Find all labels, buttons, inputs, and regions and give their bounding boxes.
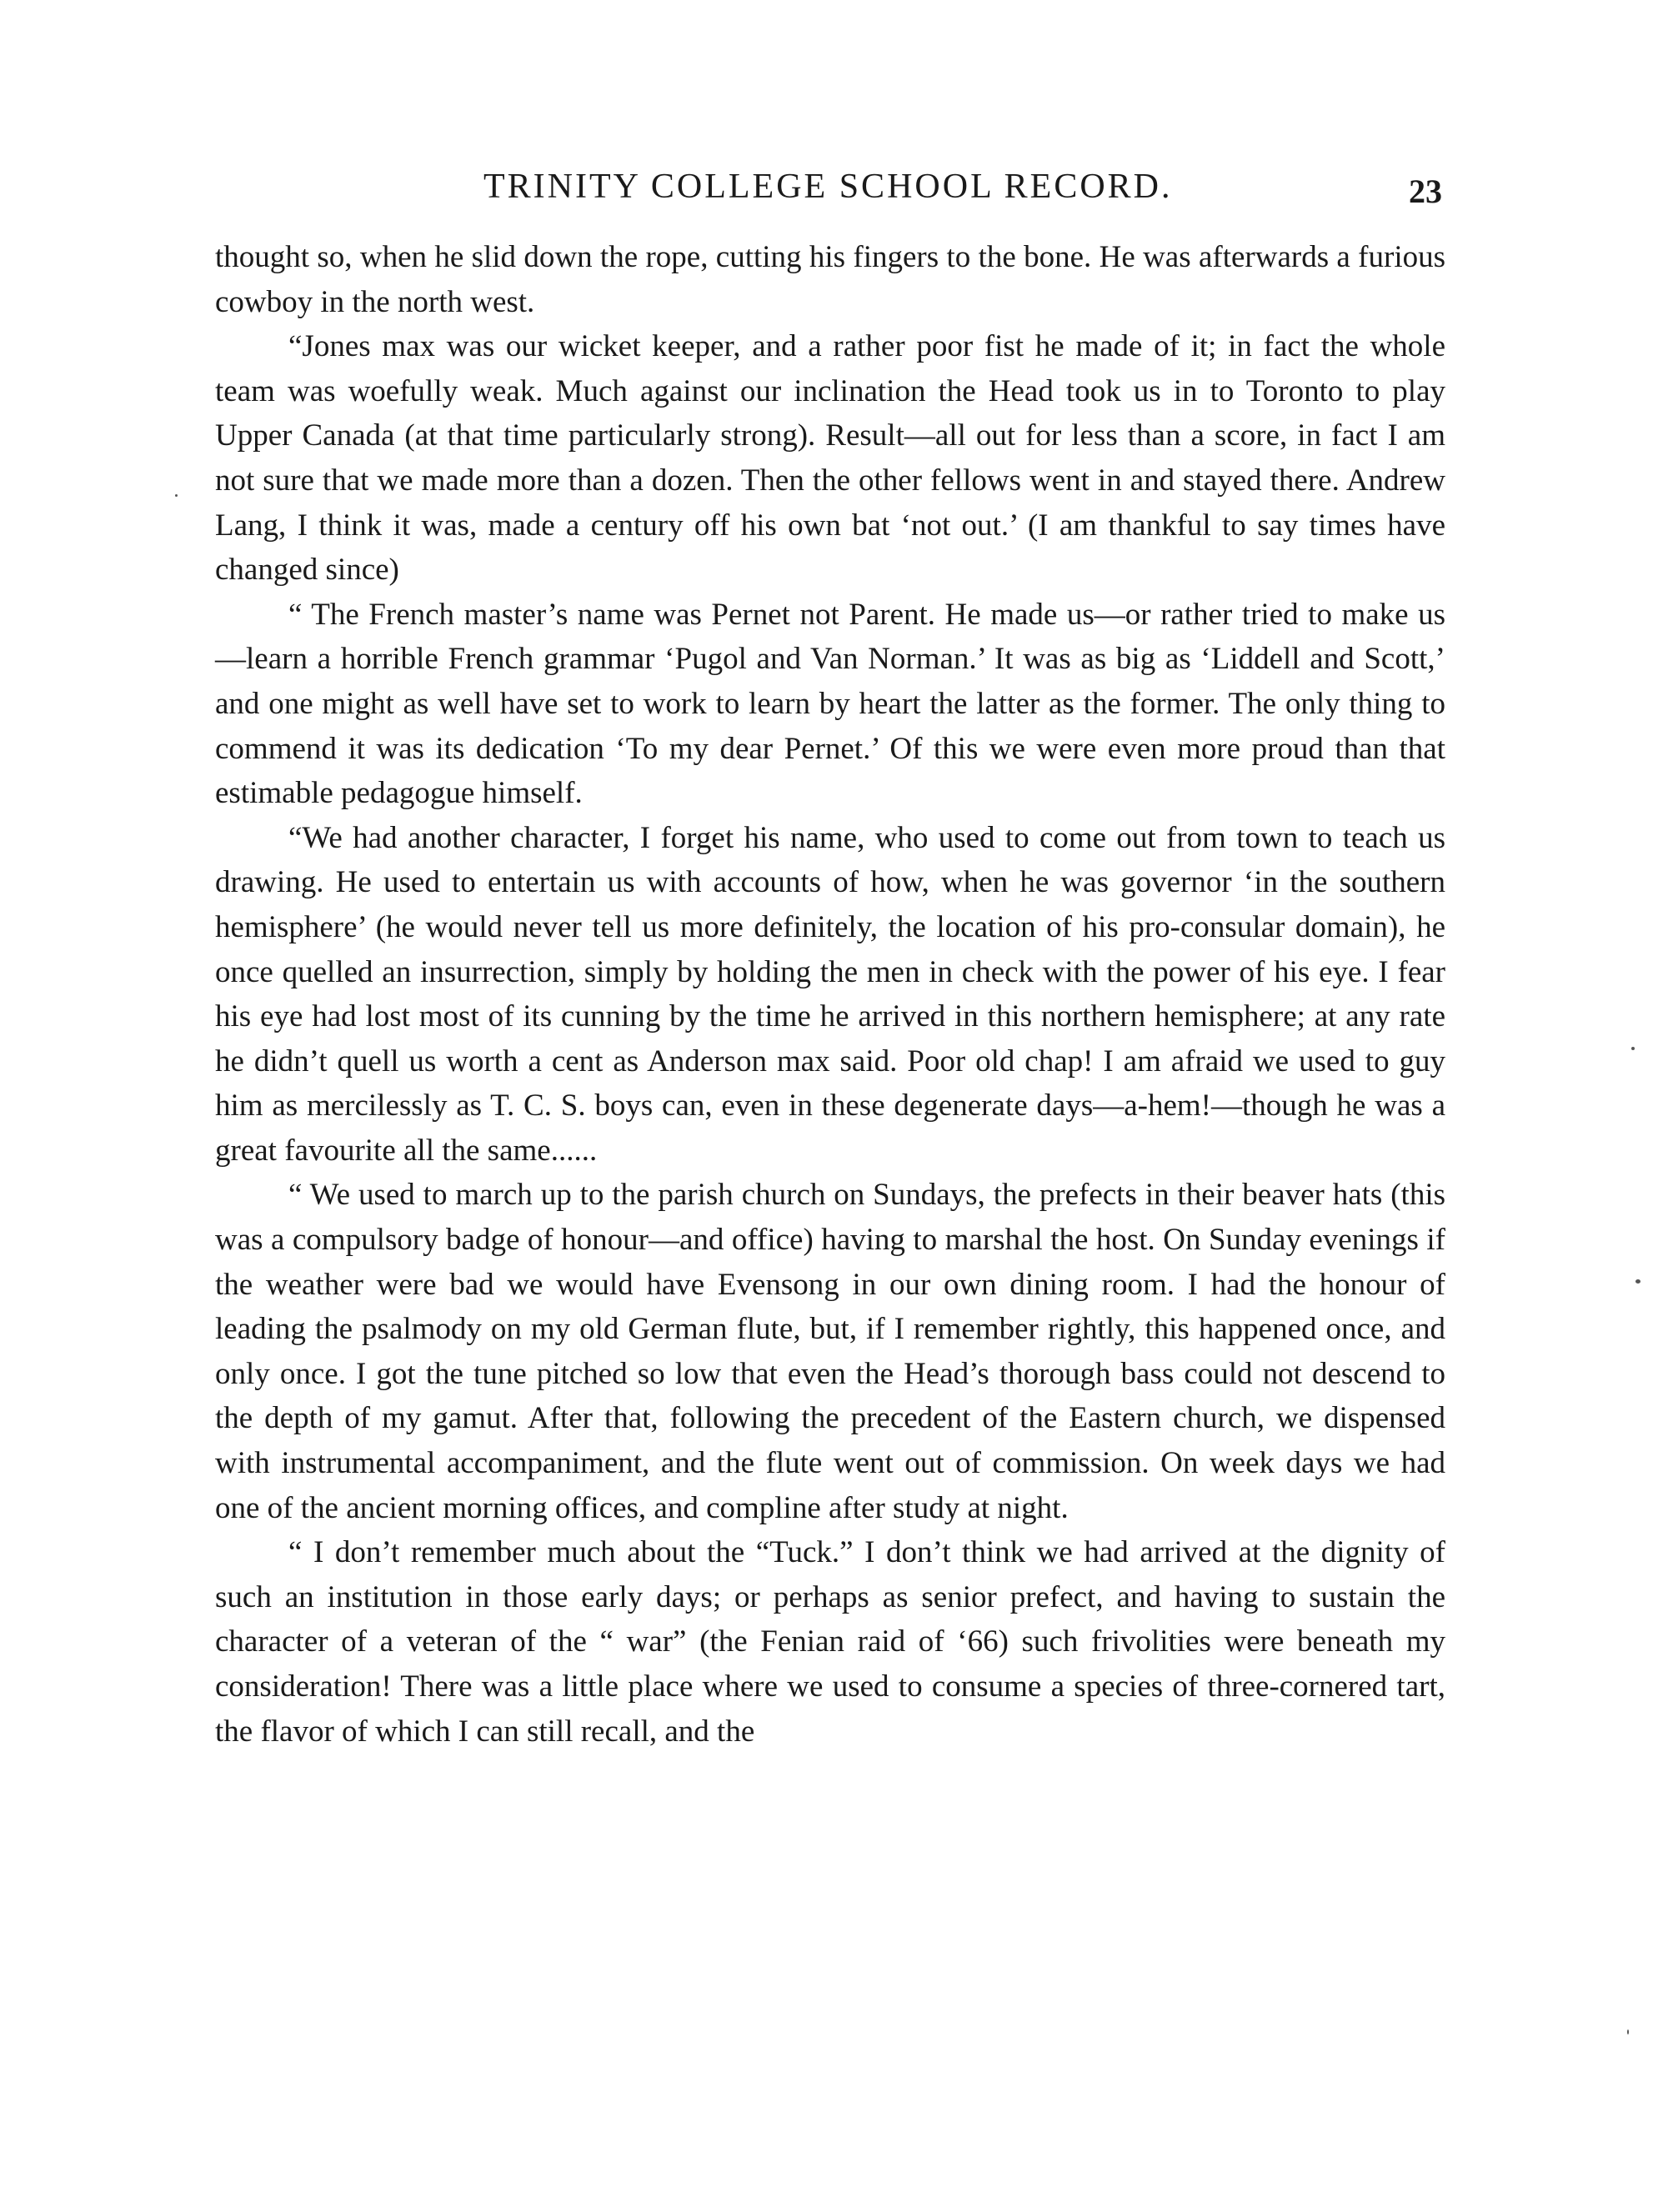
paragraph-3: “ The French master’s name was Pernet not Parent. He made us—or rather tried to make us—learn a horrible French grammar ‘Pugol and Van Norman.’ It was as big as ‘Liddell and Scott,’ and one might as well have set to work to learn by heart the latter as the former. The only thing to commend it was its dedication ‘To my dear Pernet.’ Of this we were even more proud than that estimable pedagogue himself. bbox=[215, 597, 1445, 811]
print-speck bbox=[1631, 1047, 1635, 1050]
print-speck bbox=[1627, 2029, 1629, 2034]
paragraph-1: thought so, when he slid down the rope, cutting his fingers to the bone. He was afterwards a furious cowboy in the north west. bbox=[215, 240, 1445, 319]
body-text bbox=[215, 235, 1445, 1754]
paragraph-4: “We had another character, I forget his name, who used to come out from town to teach us drawing. He used to entertain us with accounts of how, when he was governor ‘in the southern hemisphere’ (he would never tell us more definitely, the location of his pro-consular domain), he once quelled an insurrection, simply by holding the men in check with the power of his eye. I fear his eye had lost most of its cunning by the time he arrived in this northern hemisphere; at any rate he didn’t quell us worth a cent as Anderson max said. Poor old chap! I am afraid we used to guy him as mercilessly as T. C. S. boys can, even in these degenerate days—a-hem!—though he was a great favourite all the same...... bbox=[215, 820, 1445, 1168]
running-title: TRINITY COLLEGE SCHOOL RECORD. bbox=[483, 168, 1173, 206]
print-speck bbox=[1635, 1279, 1640, 1284]
running-head bbox=[217, 167, 1442, 217]
paragraph-2: “Jones max was our wicket keeper, and a rather poor fist he made of it; in fact the whole team was woefully weak. Much against our inclination the Head took us in to Toronto to play Upper Canada (at that time particularly strong). Result—all out for less than a score, in fact I am not sure that we made more than a dozen. Then the other fellows went in and stayed there. Andrew Lang, I think it was, made a century off his own bat ‘not out.’ (I am thankful to say times have changed since) bbox=[215, 329, 1445, 588]
page-number: 23 bbox=[1409, 173, 1442, 210]
paragraph-5: “ We used to march up to the parish church on Sundays, the prefects in their beaver hats (this was a compulsory badge of honour—and office) having to marshal the host. On Sunday evenings if the weather were bad we would have Evensong in our own dining room. I had the honour of leading the psalmody on my old German flute, but, if I remember rightly, this happened once, and only once. I got the tune pitched so low that even the Head’s thorough bass could not descend to the depth of my gamut. After that, following the precedent of the Eastern church, we dispensed with instrumental accompaniment, and the flute went out of commission. On week days we had one of the ancient morning offices, and compline after study at night. bbox=[215, 1178, 1445, 1525]
print-speck bbox=[175, 494, 178, 497]
paragraph-6: “ I don’t remember much about the “Tuck.” I don’t think we had arrived at the dignity of such an institution in those early days; or perhaps as senior prefect, and having to sustain the character of a veteran of the “ war” (the Fenian raid of ‘66) such frivolities were beneath my consideration! There was a little place where we used to consume a species of three-cornered tart, the flavor of which I can still recall, and the bbox=[215, 1535, 1445, 1749]
